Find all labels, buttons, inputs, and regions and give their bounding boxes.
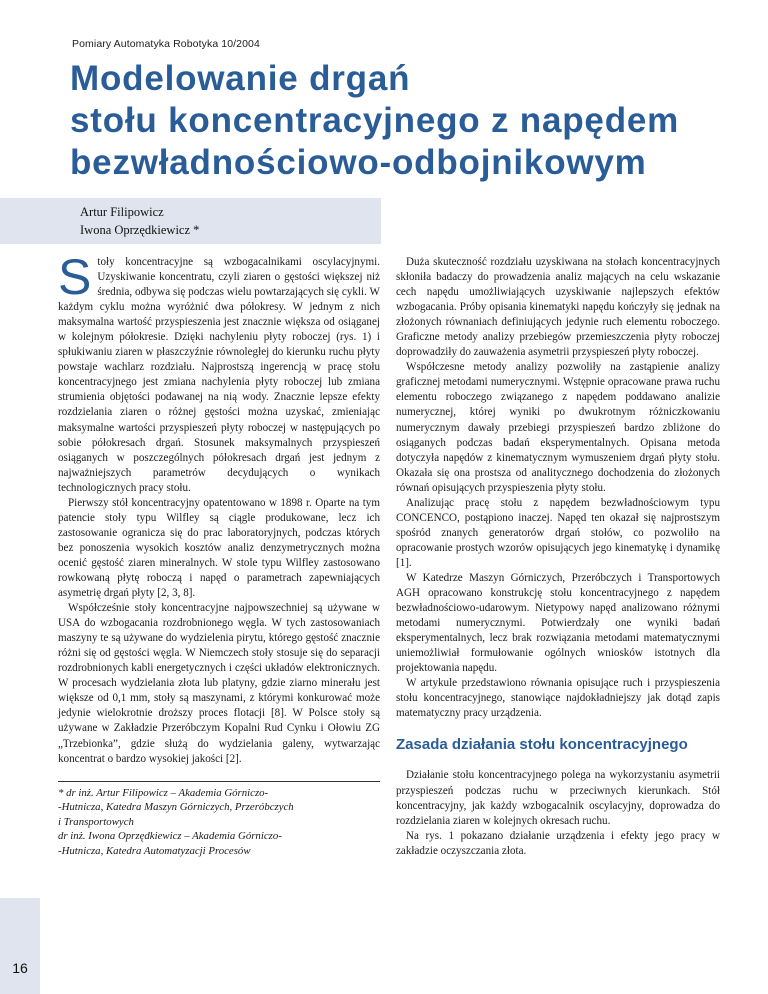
- section-heading: Zasada działania stołu koncentracyjnego: [396, 736, 688, 754]
- body-paragraph: Współcześnie stoły koncentracyjne najpowszechniej są używane w USA do wzbogacania rozdrobnionego węgla. W tych zastosowaniach maszyny te są używane do wydzielenia pirytu, którego gęstość znacznie różni się od gęstości węgla. W Niemczech stoły stosuje się do separacji rozdrobnionych kabli energetycznych i części układów elektronicznych. W procesach wydzielania złota lub platyny, gdzie ziarno minerału jest większe od 0,1 mm, stoły są maszynami, z którymi konkurować może jedynie wielokrotnie droższy proces flotacji [8]. W Polsce stoły są używane w Zakładzie Przeróbczym Kopalni Rud Cynku i Ołowiu ZG „Trzebionka”, gdzie służą do wydzielania galeny, wytwarzając koncentrat o bardzo wysokiej jakości [2].: [58, 602, 380, 765]
- author-footnote: [58, 781, 380, 859]
- body-paragraph: Analizując pracę stołu z napędem bezwładnościowym typu CONCENCO, postąpiono inaczej. Napęd ten okazał się najprostszym spośród znanych generatorów drgań stołów, co pozwoliło na opracowanie prostych wzorów opisujących jego kinematykę i dynamikę [1].: [396, 496, 720, 569]
- author-list: [80, 203, 199, 239]
- title-line: bezwładnościowo-odbojnikowym: [70, 143, 647, 182]
- body-paragraph: W Katedrze Maszyn Górniczych, Przeróbczych i Transportowych AGH opracowano konstrukcję stołu koncentracyjnego z napędem bezwładnościowo-udarowym. Nietypowy napęd analizowano różnymi metodami numerycznymi. Potwierdzały one wyniki badań eksperymentalnych, lecz brak rozwiązania metodami matematycznymi uniemożliwiał formułowanie ogólnych wniosków istotnych dla projektowania napędu.: [396, 571, 720, 675]
- body-paragraph: Działanie stołu koncentracyjnego polega na wykorzystaniu asymetrii przyspieszeń podczas ruchu w przeciwnych kierunkach. Stół koncentracyjny, jak każdy wzbogacalnik oscylacyjny, doprowadza do rozdzielania ziaren w kolejnych okresach ruchu.: [396, 769, 720, 827]
- journal-header: Pomiary Automatyka Robotyka 10/2004: [72, 38, 260, 50]
- intro-paragraph: [58, 249, 380, 496]
- page-number-tab: [0, 898, 40, 994]
- author-name: Iwona Oprzędkiewicz *: [80, 223, 200, 237]
- page-number: 16: [12, 960, 28, 976]
- title-line: stołu koncentracyjnego z napędem: [70, 101, 680, 140]
- intro-paragraph-text: toły koncentracyjne są wzbogacalnikami oscylacyjnymi. Uzyskiwanie koncentratu, czyli ziaren o gęstości większej niż średnia, odbywa się podczas wielu powtarzających się cykli. W każdym cyklu można wyróżnić dwa półokresy. W jednym z nich maksymalna wartość przyspieszenia jest znacznie większa od osiąganej w kolejnym półokresie. Dzięki nachyleniu płyty roboczej (rys. 1) i spłukiwaniu ziaren w płaszczyźnie równoległej do kierunku ruchu płyty powstaje wachlarz rozdziału. Najprostszą ingerencją w pracę stołu koncentracyjnego jest zmiana nachylenia płyty roboczej lub zmiana strumienia objętości podawanej na nią wody. Znacznie lepsze efekty rozdzielania ziaren o różnej gęstości można uzyskać, zmieniając maksymalne wartości przyspieszeń płyty roboczej w następujących po sobie półokresach drgań. Stosunek maksymalnych przyspieszeń osiąganych w poszczególnych półokresach drgań jest jednym z najważniejszych parametrów decydujących o wynikach technologicznych pracy stołu.: [58, 256, 380, 494]
- left-column: [58, 249, 380, 858]
- right-column: [396, 255, 720, 859]
- footnote-line: -Hutnicza, Katedra Maszyn Górniczych, Przeróbczych: [58, 801, 294, 814]
- body-paragraph: Pierwszy stół koncentracyjny opatentowano w 1898 r. Oparte na tym patencie stoły typu Wilfley są ciągle produkowane, lecz ich zastosowanie ogranicza się do prac laboratoryjnych, podczas których bez ponoszenia wysokich kosztów analiz denzymetrycznych można ocenić gęstość ziaren mineralnych. W stole typu Wilfley zastosowano rowkowaną płytę roboczą i napęd o parametrach zapewniających asymetrię drgań płyty [2, 3, 8].: [58, 496, 380, 600]
- author-name: Artur Filipowicz: [80, 205, 164, 219]
- footnote-line: * dr inż. Artur Filipowicz – Akademia Górniczo-: [58, 786, 269, 799]
- article-title: [70, 58, 750, 184]
- footnote-line: i Transportowych: [58, 815, 134, 828]
- body-paragraph: Na rys. 1 pokazano działanie urządzenia i efekty jego pracy w zakładzie oczyszczania złota.: [396, 829, 720, 857]
- body-paragraph: W artykule przedstawiono równania opisujące ruch i przyspieszenia stołu koncentracyjnego, stanowiące najdokładniejszy jak dotąd zapis matematyczny pracy urządzenia.: [396, 677, 720, 720]
- footnote-line: dr inż. Iwona Oprzędkiewicz – Akademia Górniczo-: [58, 830, 282, 843]
- drop-cap: S: [58, 249, 92, 305]
- body-paragraph: Duża skuteczność rozdziału uzyskiwana na stołach koncentracyjnych skłoniła badaczy do prowadzenia analiz mających na celu wskazanie cech napędu umożliwiających uzyskiwanie najlepszych efektów wzbogacania. Próby opisania kinematyki napędu kończyły się jednak na złożonych równaniach definiujących jedynie ruch elementu roboczego. Graficzne metody analizy przebiegów przemieszczenia płyty roboczej doprowadziły do zauważenia asymetrii przyspieszeń płyty roboczej.: [396, 256, 720, 359]
- body-paragraph: Współczesne metody analizy pozwoliły na zastąpienie analizy graficznej metodami numerycznymi. Wstępnie opracowane prawa ruchu elementu roboczego związanego z napędem poddawano analizie numerycznej, której wyniki po dwukrotnym różniczkowaniu numerycznym dawały przebiegi przyspieszeń bardzo zbliżone do osiąganych podczas badań eksperymentalnych. Opisana metoda dotyczyła napędów z kinematycznym wymuszeniem drgań płyty stołu. Okazała się ona prostsza od analitycznego dochodzenia do złożonych równań opisujących przyspieszenia płyty stołu.: [396, 361, 720, 494]
- footnote-line: -Hutnicza, Katedra Automatyzacji Procesów: [58, 844, 251, 857]
- title-line: Modelowanie drgań: [70, 59, 411, 98]
